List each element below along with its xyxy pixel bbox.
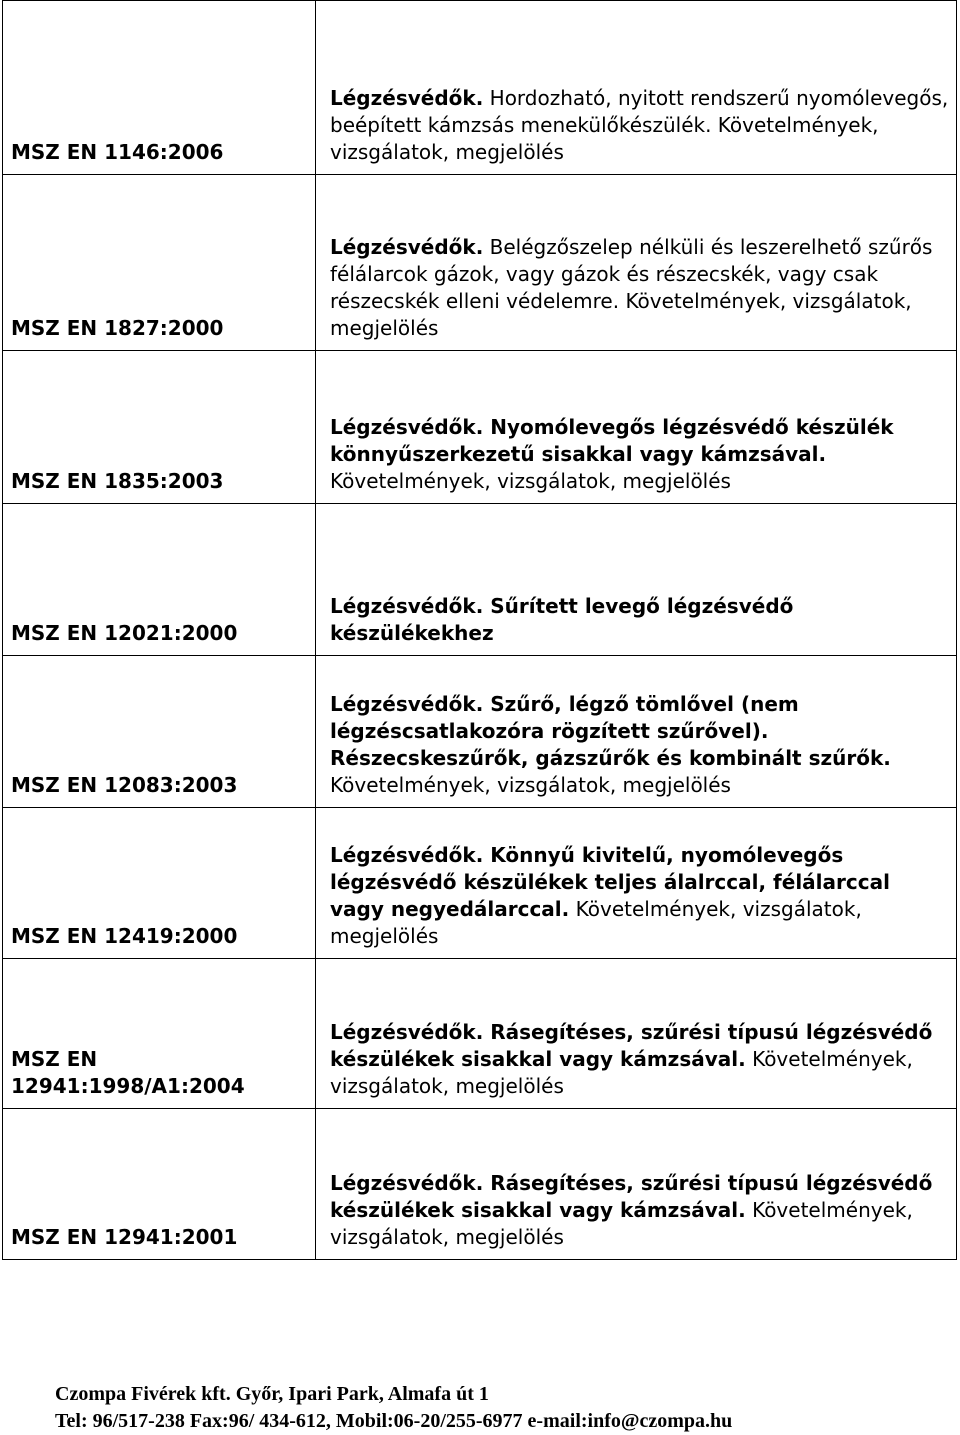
description-lead: Légzésvédők. xyxy=(330,86,484,110)
standard-code: MSZ EN 1827:2000 xyxy=(3,175,316,351)
description-lead: Légzésvédők. Könnyű kivitelű, nyomólevegős légzésvédő készülékek teljes álalrccal, félálarccal vagy negyedálarccal. xyxy=(330,843,890,921)
standard-code: MSZ EN 12083:2003 xyxy=(3,656,316,808)
standard-code: MSZ EN 1835:2003 xyxy=(3,351,316,504)
footer-address: Czompa Fivérek kft. Győr, Ipari Park, Almafa út 1 xyxy=(55,1383,489,1405)
table-row xyxy=(3,1109,957,1260)
standard-description xyxy=(316,656,957,808)
standard-description xyxy=(316,175,957,351)
standard-code: MSZ EN 12941:2001 xyxy=(3,1109,316,1260)
description-rest: Követelmények, vizsgálatok, megjelölés xyxy=(330,1047,913,1098)
standard-code: MSZ EN 12021:2000 xyxy=(3,504,316,656)
description-lead: Légzésvédők. xyxy=(330,235,484,259)
table-row xyxy=(3,808,957,959)
standard-description xyxy=(316,504,957,656)
standard-description xyxy=(316,1,957,175)
standards-table xyxy=(2,0,957,1260)
table-row xyxy=(3,959,957,1109)
company-footer xyxy=(55,1381,732,1435)
standard-code: MSZ EN 12419:2000 xyxy=(3,808,316,959)
description-rest: Belégzőszelep nélküli és leszerelhető szűrős félálarcok gázok, vagy gázok és részecskék, vagy csak részecskék elleni védelemre. Követelmények, vizsgálatok, megjelölés xyxy=(330,235,933,340)
table-row xyxy=(3,656,957,808)
standard-description xyxy=(316,808,957,959)
description-lead: Légzésvédők. Rásegítéses, szűrési típusú légzésvédő készülékek sisakkal vagy kámzsával. xyxy=(330,1171,933,1222)
description-lead: Légzésvédők. Sűrített levegő légzésvédő készülékekhez xyxy=(330,594,794,645)
description-rest: Követelmények, vizsgálatok, megjelölés xyxy=(330,1198,913,1249)
description-rest: Követelmények, vizsgálatok, megjelölés xyxy=(330,773,731,797)
table-row xyxy=(3,1,957,175)
standard-description xyxy=(316,1109,957,1260)
standard-description xyxy=(316,351,957,504)
description-rest: Hordozható, nyitott rendszerű nyomólevegős, beépített kámzsás menekülőkészülék. Követelmények, vizsgálatok, megjelölés xyxy=(330,86,949,164)
standard-code: MSZ EN 1146:2006 xyxy=(3,1,316,175)
standard-code: MSZ EN 12941:1998/A1:2004 xyxy=(3,959,316,1109)
footer-contact: Tel: 96/517-238 Fax:96/ 434-612, Mobil:06-20/255-6977 e-mail:info@czompa.hu xyxy=(55,1410,733,1432)
description-lead: Légzésvédők. Nyomólevegős légzésvédő készülék könnyűszerkezetű sisakkal vagy kámzsával. xyxy=(330,415,894,466)
table-row xyxy=(3,351,957,504)
standard-description xyxy=(316,959,957,1109)
table-row xyxy=(3,175,957,351)
description-rest: Követelmények, vizsgálatok, megjelölés xyxy=(330,469,731,493)
description-rest: Követelmények, vizsgálatok, megjelölés xyxy=(330,897,862,948)
description-lead: Légzésvédők. Rásegítéses, szűrési típusú légzésvédő készülékek sisakkal vagy kámzsával. xyxy=(330,1020,933,1071)
table-row xyxy=(3,504,957,656)
description-lead: Légzésvédők. Szűrő, légző tömlővel (nem légzéscsatlakozóra rögzített szűrővel). Részecskeszűrők, gázszűrők és kombinált szűrők. xyxy=(330,692,891,770)
